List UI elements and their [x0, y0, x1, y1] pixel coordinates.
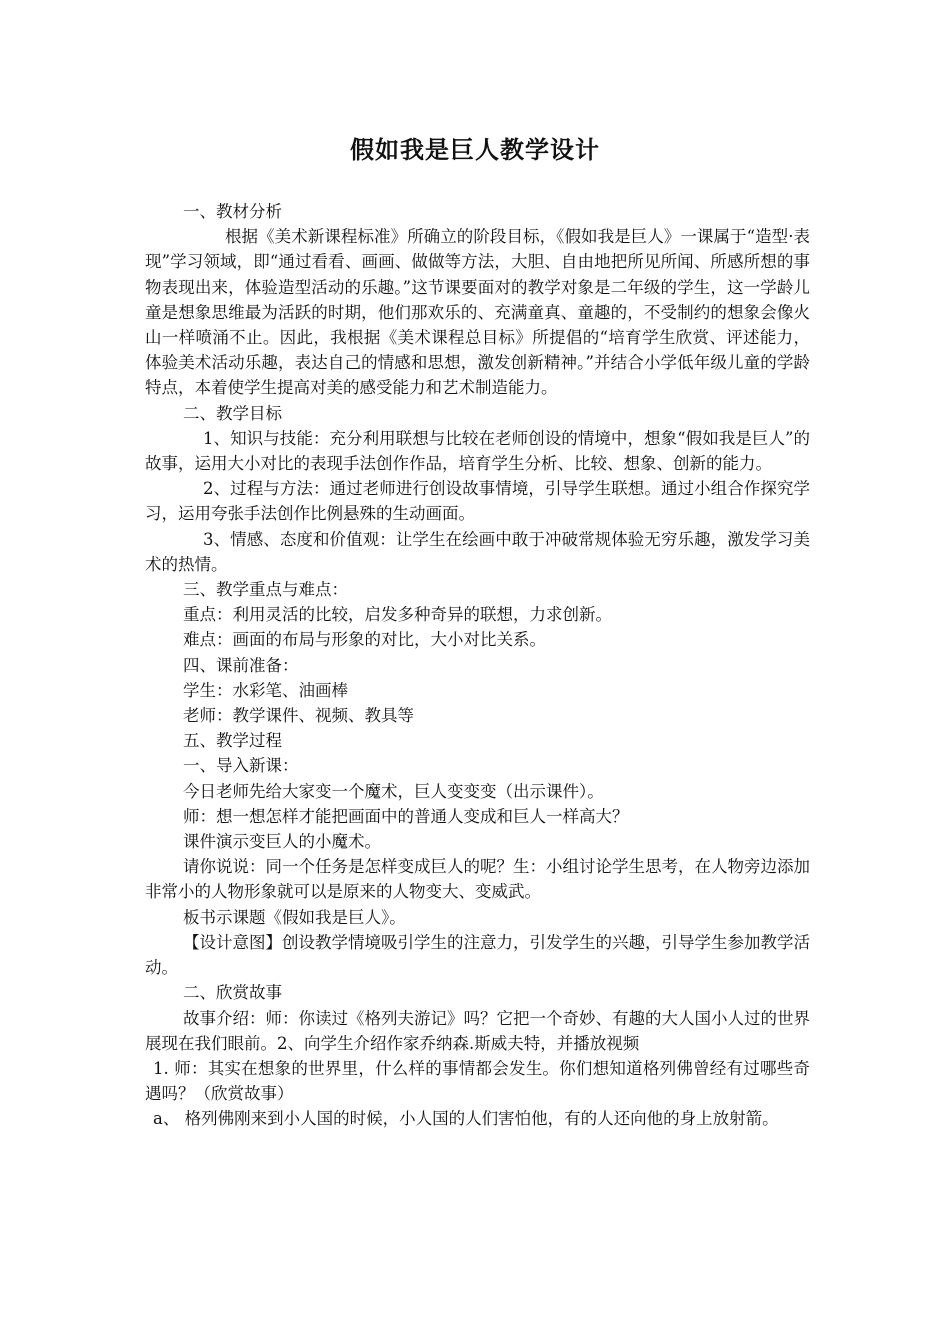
section-heading: 三、教学重点与难点：	[183, 580, 348, 600]
section-heading: 一、教材分析	[183, 202, 282, 221]
paragraph: 今日老师先给大家变一个魔术，巨人变变变（出示课件）。	[183, 781, 604, 801]
paragraph: 根据《美术新课程标准》所确立的阶段目标，《假如我是巨人》一课属于“造型·表现”学习领域，即“通过看看、画画、做做等方法，大胆、自由地把所见所闻、所感所想的事物表现出来，体验造型活动的乐趣。”这节课要面对的教学对象是二年级的学生，这一学龄儿童是想象思维最为活跃的时期，他们那欢乐的、充满童真、童趣的，不受制约的想象会像火山一样喷涌不止。因此，我根据《美术课程总目标》所提倡的“培育学生欣赏、评述能力，体验美术活动乐趣，表达自己的情感和思想，激发创新精神。”并结合小学低年级儿童的学龄特点，本着使学生提高对美的感受能力和艺术制造能力。	[145, 227, 810, 398]
paragraph: 课件演示变巨人的小魔术。	[183, 832, 381, 852]
paragraph: a、 格列佛刚来到小人国的时候，小人国的人们害怕他，有的人还向他的身上放射箭。	[153, 1109, 779, 1129]
paragraph: 请你说说：同一个任务是怎样变成巨人的呢？生：小组讨论学生思考，在人物旁边添加非常小的人物形象就可以是原来的人物变大、变威武。	[145, 857, 810, 902]
paragraph: 【设计意图】创设教学情境吸引学生的注意力，引发学生的兴趣，引导学生参加教学活动。	[145, 932, 810, 978]
document-body	[145, 199, 810, 1132]
section-heading: 四、课前准备：	[183, 655, 299, 675]
paragraph: 学生：水彩笔、油画棒	[183, 680, 348, 700]
section-heading: 二、欣赏故事	[183, 983, 282, 1003]
section-heading: 五、教学过程	[183, 731, 282, 751]
paragraph: 1. 师：其实在想象的世界里，什么样的事情都会发生。你们想知道格列佛曾经有过哪些奇遇吗？（欣赏故事）	[145, 1058, 810, 1104]
document-title: 假如我是巨人教学设计	[350, 136, 600, 164]
paragraph: 老师：教学课件、视频、教具等	[183, 706, 414, 726]
paragraph: 重点：利用灵活的比较，启发多种奇异的联想，力求创新。	[183, 605, 612, 625]
section-heading: 一、导入新课：	[183, 756, 299, 776]
section-heading: 二、教学目标	[183, 403, 282, 423]
paragraph: 师：想一想怎样才能把画面中的普通人变成和巨人一样高大？	[183, 806, 629, 826]
paragraph: 1、知识与技能：充分利用联想与比较在老师创设的情境中，想象“假如我是巨人”的故事，运用大小对比的表现手法创作作品，培育学生分析、比较、想象、创新的能力。	[145, 428, 810, 474]
paragraph: 2、过程与方法：通过老师进行创设故事情境，引导学生联想。通过小组合作探究学习，运用夸张手法创作比例悬殊的生动画面。	[145, 479, 810, 524]
paragraph: 板书示课题《假如我是巨人》。	[183, 907, 406, 927]
paragraph: 3、情感、态度和价值观：让学生在绘画中敢于冲破常规体验无穷乐趣，激发学习美术的热情。	[145, 529, 810, 574]
paragraph: 故事介绍：师：你读过《格列夫游记》吗？它把一个奇妙、有趣的大人国小人过的世界展现在我们眼前。2、向学生介绍作家乔纳森.斯威夫特，并播放视频	[145, 1008, 810, 1053]
paragraph: 难点：画面的布局与形象的对比，大小对比关系。	[183, 630, 546, 650]
